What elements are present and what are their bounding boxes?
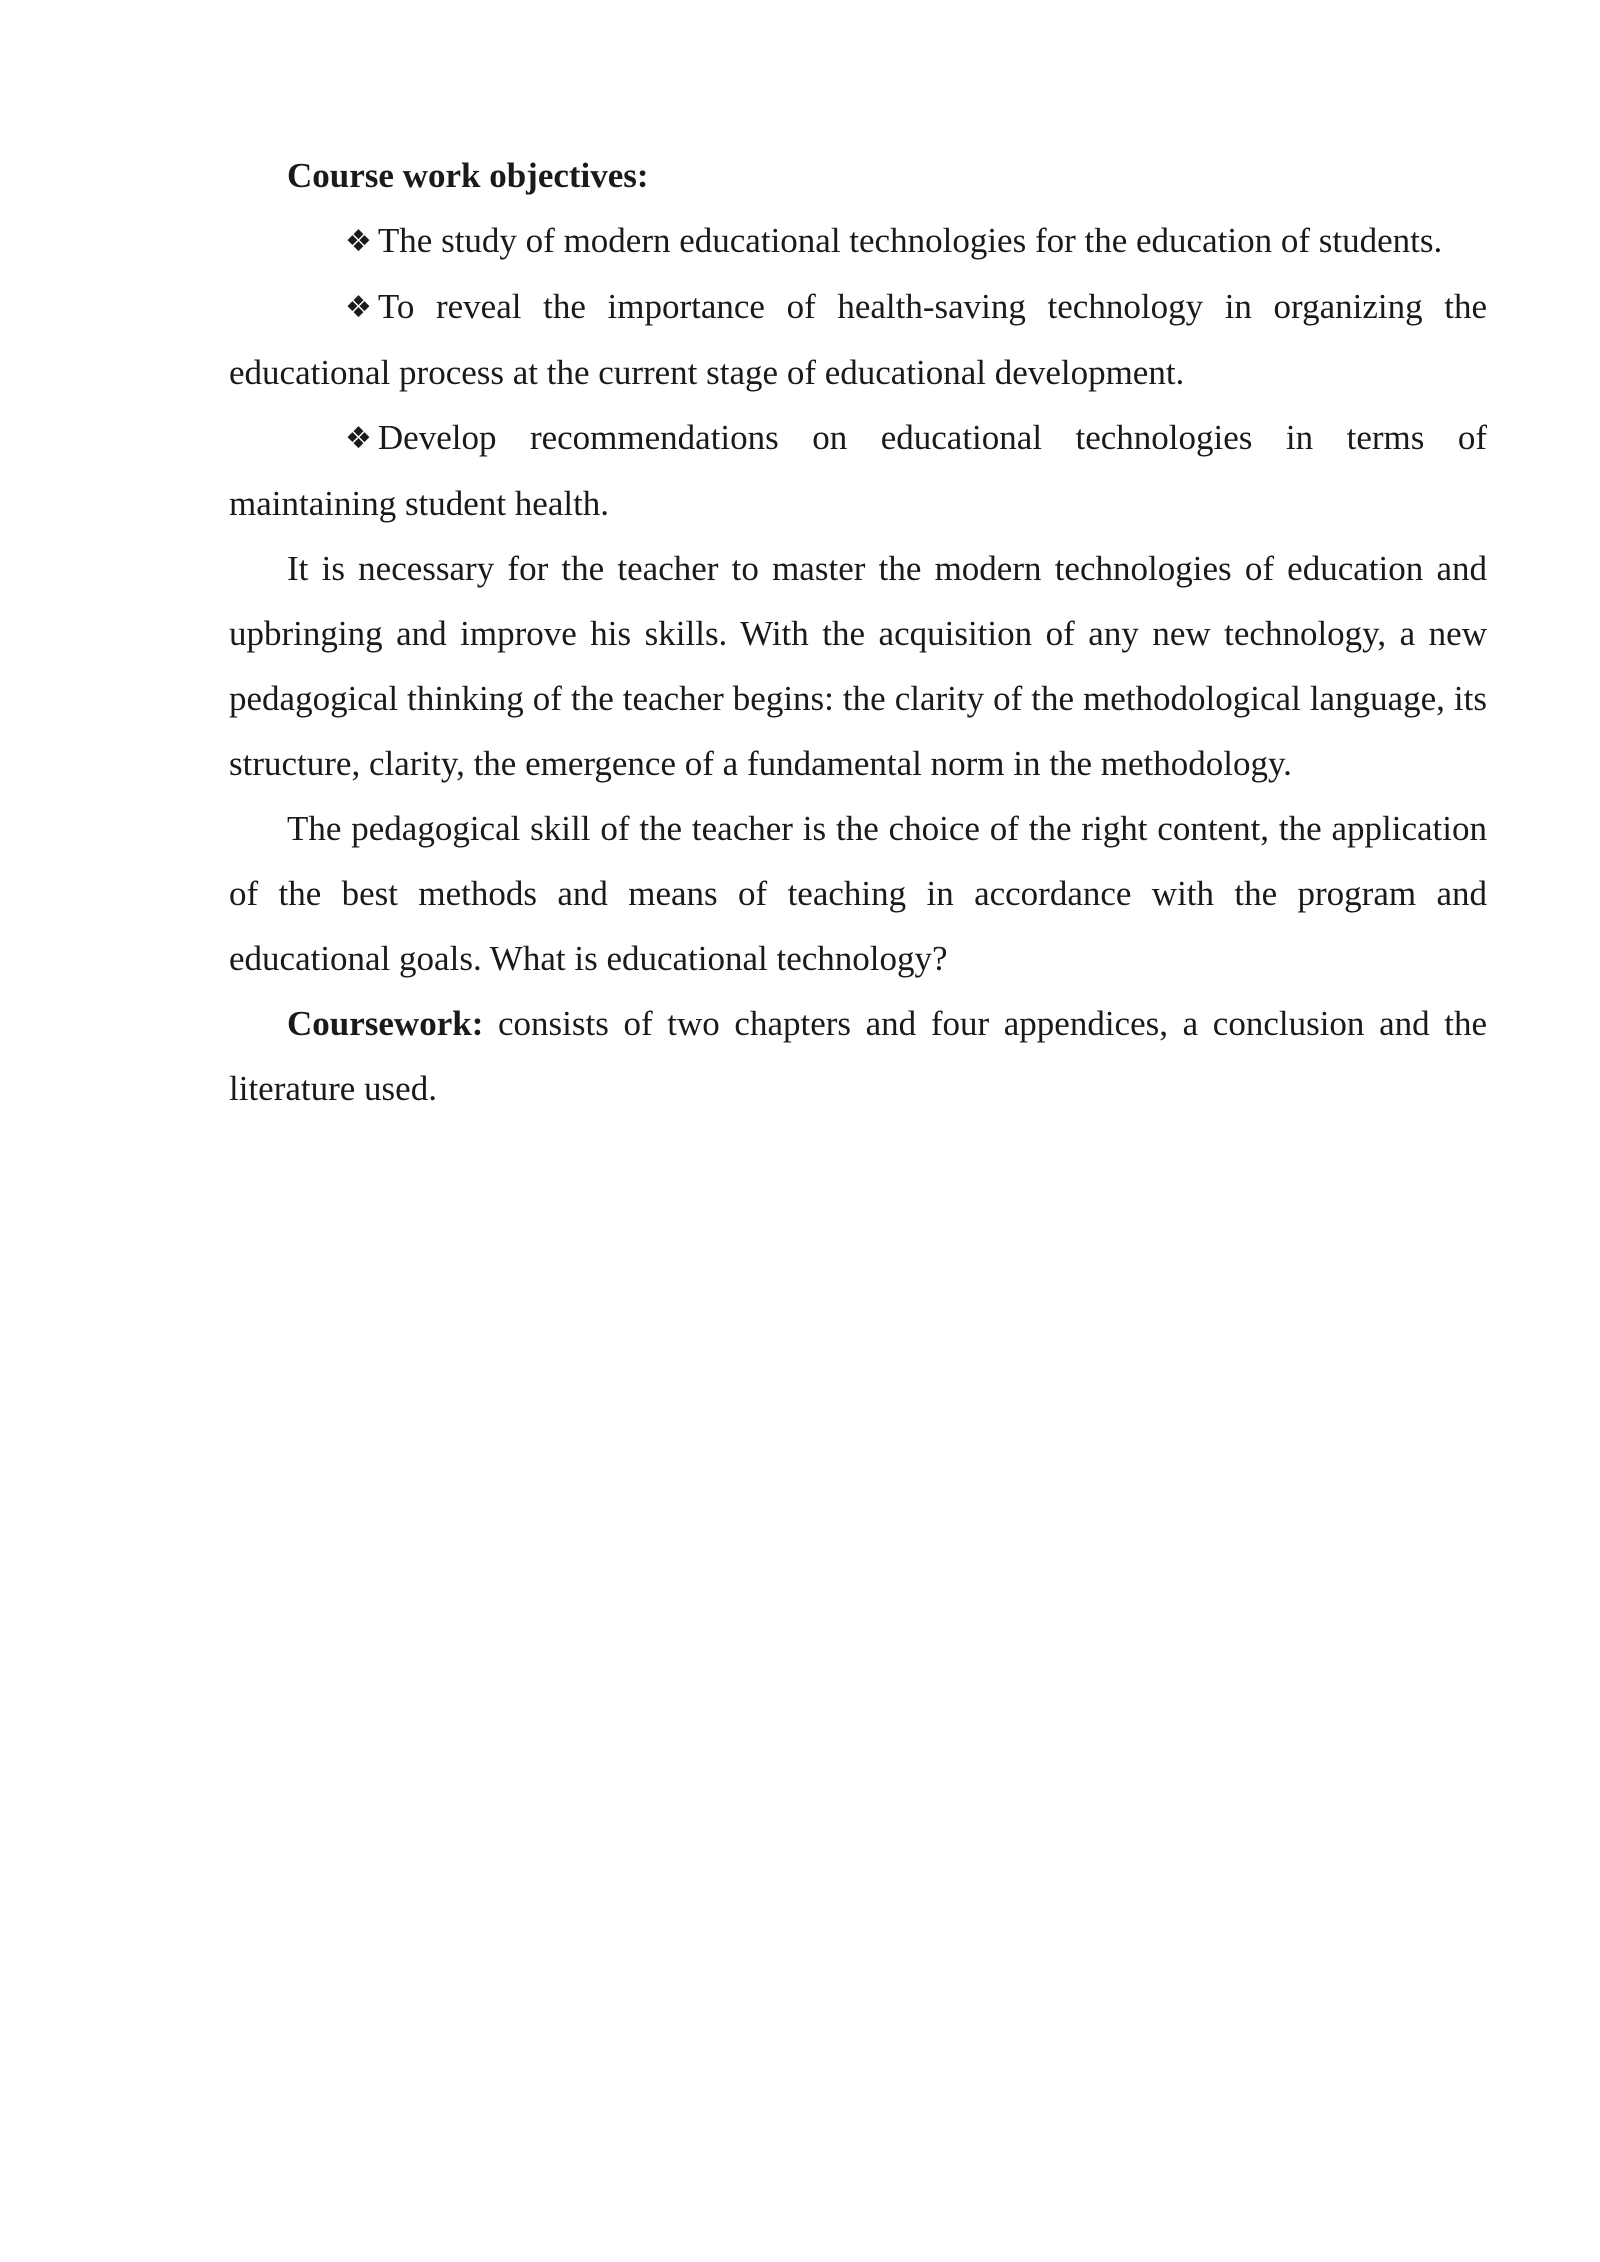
body-paragraph-1: It is necessary for the teacher to master the modern technologies of education and upbringing and improve his skills. With the acquisition of any new technology, a new pedagogical thinking of the teacher begins: the clarity of the methodological language, its structure, clarity, the emergence of a fundamental norm in the methodology. bbox=[229, 549, 1487, 783]
coursework-paragraph bbox=[229, 991, 1487, 1121]
objective-text-3: Develop recommendations on educational technologies in terms of maintaining student health. bbox=[229, 418, 1487, 523]
four-diamond-bullet-icon: ❖ bbox=[345, 224, 372, 259]
four-diamond-bullet-icon: ❖ bbox=[345, 421, 372, 456]
document-body bbox=[229, 143, 1487, 1121]
objective-bullet-3 bbox=[229, 405, 1487, 536]
four-diamond-bullet-icon: ❖ bbox=[345, 290, 372, 325]
objective-bullet-2 bbox=[229, 274, 1487, 405]
body-paragraph-2: The pedagogical skill of the teacher is the choice of the right content, the application of the best methods and means of teaching in accordance with the program and educational goals. What is educational technology? bbox=[229, 809, 1487, 978]
coursework-label: Coursework: bbox=[287, 1004, 484, 1043]
objectives-heading: Course work objectives: bbox=[287, 156, 649, 195]
objective-text-1: The study of modern educational technologies for the education of students. bbox=[377, 221, 1443, 260]
objective-bullet-1 bbox=[229, 208, 1487, 274]
coursework-text: consists of two chapters and four appendices, a conclusion and the literature used. bbox=[229, 1004, 1487, 1108]
objective-text-2: To reveal the importance of health-saving technology in organizing the educational process at the current stage of educational development. bbox=[229, 287, 1487, 392]
